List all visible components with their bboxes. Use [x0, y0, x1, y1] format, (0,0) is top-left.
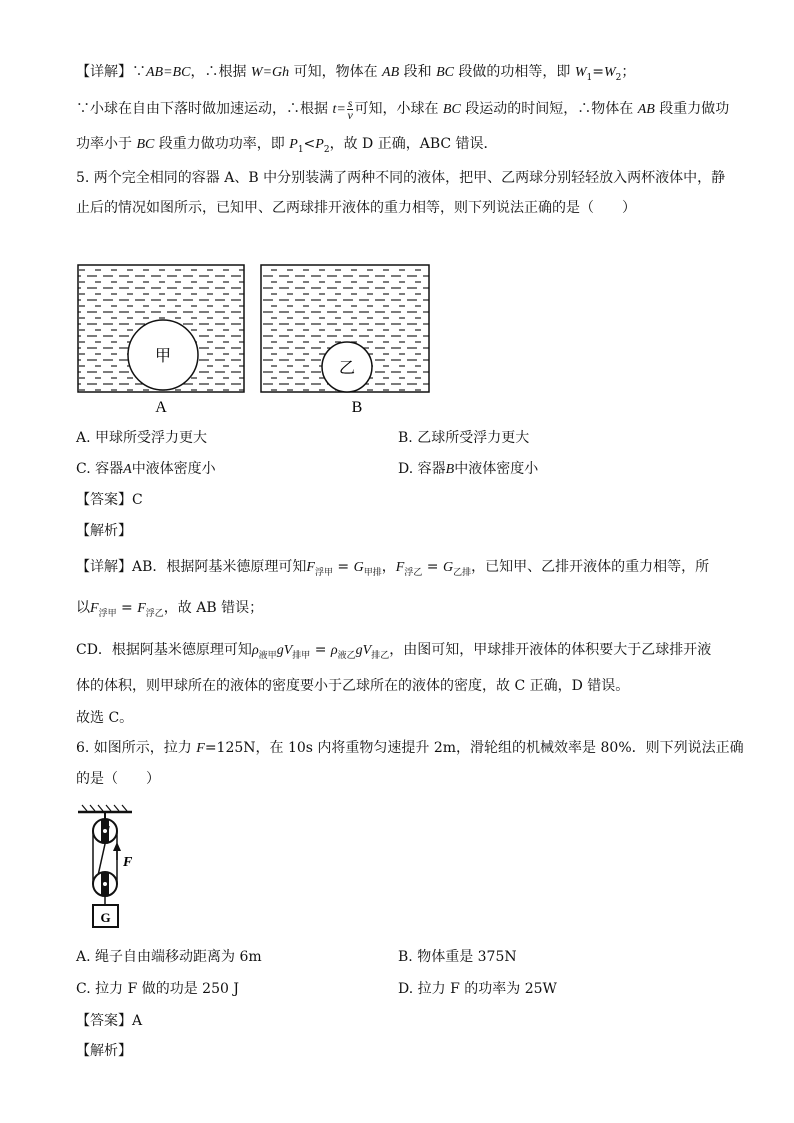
- q5-detail-line-5: 故选 C。: [76, 710, 134, 726]
- ceiling-support: [78, 805, 132, 819]
- prev-detail-line-1: 【详解】∵AB=BC，∴根据 W=Gh 可知，物体在 AB 段和 BC 段做的功相等，即 $W_1=W_2$；: [76, 64, 636, 83]
- q5-detail-line-3: CD．根据阿基米德原理可知$\rho_{液甲}gV_{排甲} = \rho_{液乙}gV_{排乙}$，由图可知，甲球排开液体的体积要大于乙球排开液: [76, 642, 712, 661]
- q5-option-c[interactable]: C. 容器A中液体密度小: [76, 461, 216, 477]
- q5-containers-figure: [70, 260, 450, 420]
- q6-answer: 【答案】A: [76, 1013, 143, 1029]
- q6-analysis-heading: 【解析】: [76, 1043, 132, 1059]
- q6-stem-line-2: 的是（ ）: [76, 771, 160, 787]
- q6-option-d[interactable]: D. 拉力 F 的功率为 25W: [398, 981, 557, 997]
- fixed-pulley: [93, 819, 117, 843]
- q6-stem-line-1: 6. 如图所示，拉力 F=125N，在 10s 内将重物匀速提升 2m，滑轮组的机械效率是 80%．则下列说法正确: [76, 740, 744, 756]
- detail-tag: 【详解】: [76, 64, 132, 80]
- container-b-label: B: [351, 399, 363, 416]
- q6-option-a[interactable]: A. 绳子自由端移动距离为 6m: [76, 949, 262, 965]
- force-arrow: [113, 842, 133, 870]
- weight-label: G: [100, 910, 111, 925]
- q5-option-a[interactable]: A. 甲球所受浮力更大: [76, 430, 208, 446]
- force-label: F: [123, 855, 133, 870]
- prev-detail-line-2: ∵小球在自由下落时做加速运动，∴根据 t= $\frac{s}{v}$ 可知，小球在 BC 段运动的时间短，∴物体在 AB 段重力做功: [76, 95, 730, 122]
- q5-detail-line-2: 以$F_{浮甲} = F_{浮乙}$，故 AB 错误；: [76, 600, 264, 619]
- fraction-s-over-v: $\frac{s}{v}$: [347, 95, 353, 122]
- q5-detail-line-4: 体的体积，则甲球所在的液体的密度要小于乙球所在的液体的密度，故 C 正确，D 错误。: [76, 678, 630, 694]
- q5-detail-line-1: 【详解】AB．根据阿基米德原理可知$F_{浮甲} = G_{甲排}$，$F_{浮乙} = G_{乙排}$，已知甲、乙排开液体的重力相等，所: [76, 559, 710, 578]
- container-a-label: A: [155, 399, 167, 416]
- weight-block: [93, 905, 118, 927]
- q5-answer: 【答案】C: [76, 492, 143, 508]
- q6-option-c[interactable]: C. 拉力 F 做的功是 250 J: [76, 981, 239, 997]
- q5-stem-line-1: 5. 两个完全相同的容器 A、B 中分别装满了两种不同的液体，把甲、乙两球分别轻轻放入两杯液体中，静: [76, 170, 726, 186]
- container-a: [78, 265, 244, 416]
- q5-option-d[interactable]: D. 容器B中液体密度小: [398, 461, 539, 477]
- ball-jia-label: 甲: [154, 346, 172, 365]
- q5-option-b[interactable]: B. 乙球所受浮力更大: [398, 430, 530, 446]
- ball-yi-label: 乙: [338, 358, 356, 377]
- container-b: [261, 265, 429, 416]
- q6-option-b[interactable]: B. 物体重是 375N: [398, 949, 517, 965]
- q5-stem-line-2: 止后的情况如图所示，已知甲、乙两球排开液体的重力相等，则下列说法正确的是（ ）: [76, 200, 636, 216]
- q6-pulley-figure: [74, 802, 154, 934]
- q5-analysis-heading: 【解析】: [76, 523, 132, 539]
- prev-detail-line-3: 功率小于 BC 段重力做功功率，即 $P_1<P_2$，故 D 正确，ABC 错误．: [76, 136, 498, 155]
- movable-pulley: [93, 872, 117, 905]
